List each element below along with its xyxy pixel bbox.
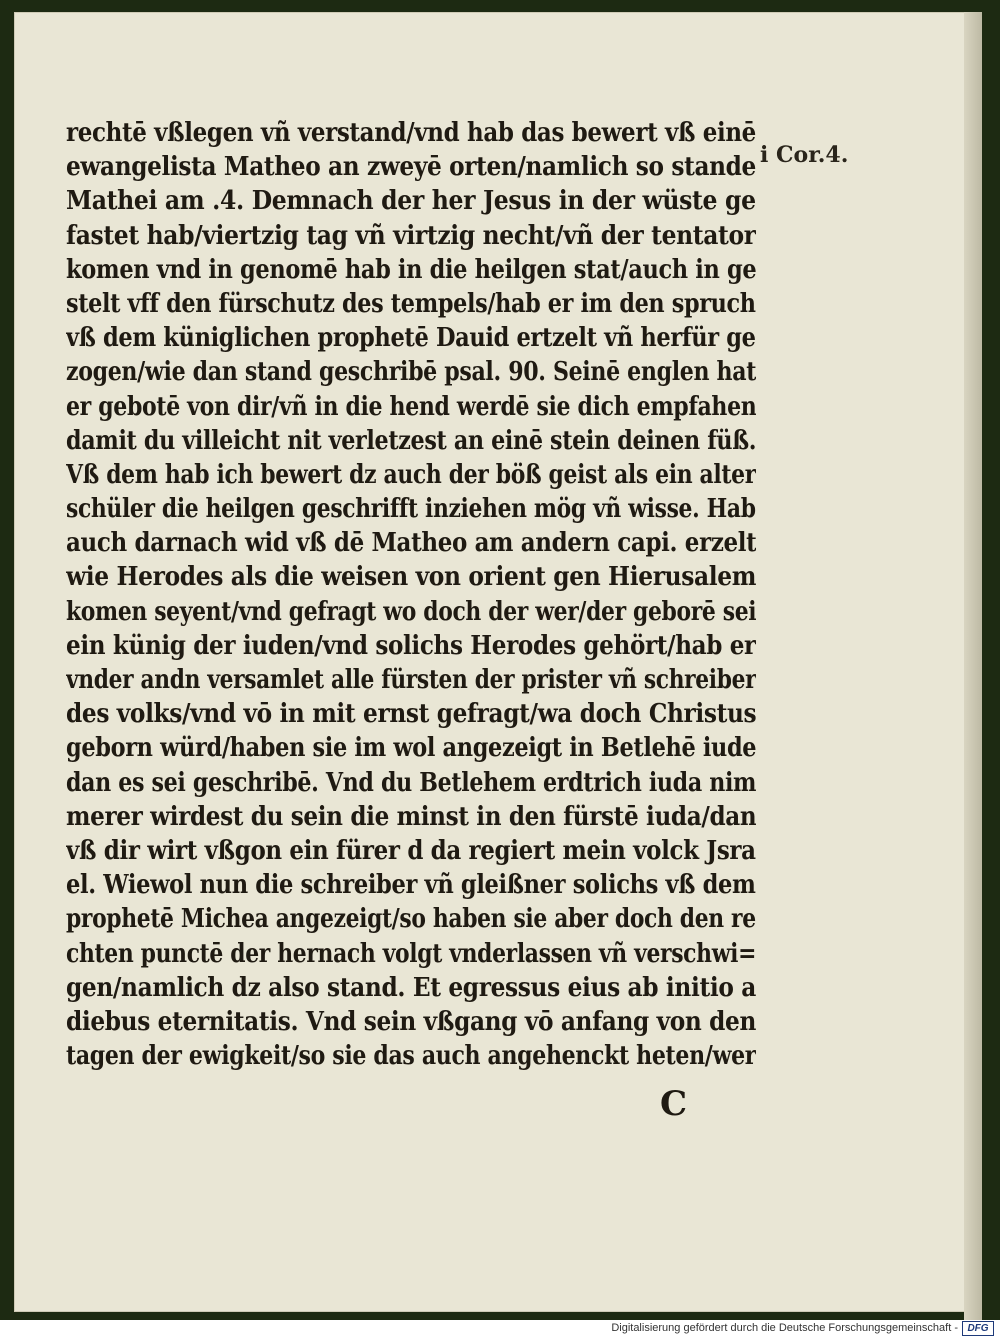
- text-line: vß dem küniglichen prophetē Dauid ertzelt vñ herfür ge: [66, 323, 756, 354]
- text-line: Mathei am .4. Demnach der her Jesus in der wüste ge: [66, 186, 756, 217]
- text-line: gen/namlich dz also stand. Et egressus eius ab initio a: [66, 972, 756, 1003]
- text-line: geborn würd/haben sie im wol angezeigt in Betlehē iude: [66, 733, 756, 764]
- blackletter-text-block: [66, 116, 756, 1073]
- text-line: tagen der ewigkeit/so sie das auch angehenckt heten/wer: [66, 1041, 756, 1072]
- text-line: er gebotē von dir/vñ in die hend werdē sie dich empfahen: [66, 391, 756, 422]
- text-line: ewangelista Matheo an zweyē orten/namlich so stande: [66, 152, 756, 183]
- text-line: des volks/vnd vō in mit ernst gefragt/wa doch Christus: [66, 699, 756, 730]
- text-line: komen seyent/vnd gefragt wo doch der wer/der geborē sei: [66, 596, 756, 627]
- text-line: zogen/wie dan stand geschribē psal. 90. Seinē englen hat: [66, 357, 756, 388]
- funding-credit: Digitalisierung gefördert durch die Deutsche Forschungsgemeinschaft -: [611, 1322, 958, 1334]
- text-line: dan es sei geschribē. Vnd du Betlehem erdtrich iuda nim: [66, 767, 756, 798]
- text-line: wie Herodes als die weisen von orient gen Hierusalem: [66, 562, 756, 593]
- text-line: stelt vff den fürschutz des tempels/hab er im den spruch: [66, 288, 756, 319]
- text-line: auch darnach wid vß dē Matheo am andern capi. erzelt: [66, 528, 756, 559]
- text-line: merer wirdest du sein die minst in den fürstē iuda/dan: [66, 801, 756, 832]
- text-line: vnder andn versamlet alle fürsten der prister vñ schreiber: [66, 665, 756, 695]
- text-line: Vß dem hab ich bewert dz auch der böß geist als ein alter: [66, 459, 756, 490]
- text-line: rechtē vßlegen vñ verstand/vnd hab das bewert vß einē: [66, 118, 756, 148]
- text-line: ein künig der iuden/vnd solichs Herodes gehört/hab er: [66, 630, 756, 661]
- text-line: prophetē Michea angezeigt/so haben sie aber doch den re: [66, 904, 756, 935]
- dfg-logo-icon: DFG: [962, 1321, 994, 1336]
- text-line: schüler die heilgen geschrifft inziehen mög vñ wisse. Hab: [66, 494, 756, 525]
- marginal-note: i Cor.4.: [760, 142, 849, 168]
- text-line: el. Wiewol nun die schreiber vñ gleißner solichs vß dem: [66, 870, 756, 901]
- catchword: C: [660, 1084, 688, 1124]
- text-line: chten punctē der hernach volgt vnderlassen vñ verschwi=: [66, 938, 756, 969]
- text-line: fastet hab/viertzig tag vñ virtzig necht/vñ der tentator: [66, 220, 756, 251]
- text-line: diebus eternitatis. Vnd sein vßgang vō anfang von den: [66, 1006, 756, 1037]
- text-line: damit du villeicht nit verletzest an einē stein deinen füß.: [66, 425, 756, 456]
- page-edge-shadow: [964, 12, 982, 1320]
- text-line: vß dir wirt vßgon ein fürer d da regiert mein volck Jsra: [66, 835, 756, 866]
- text-line: komen vnd in genomē hab in die heilgen stat/auch in ge: [66, 254, 756, 285]
